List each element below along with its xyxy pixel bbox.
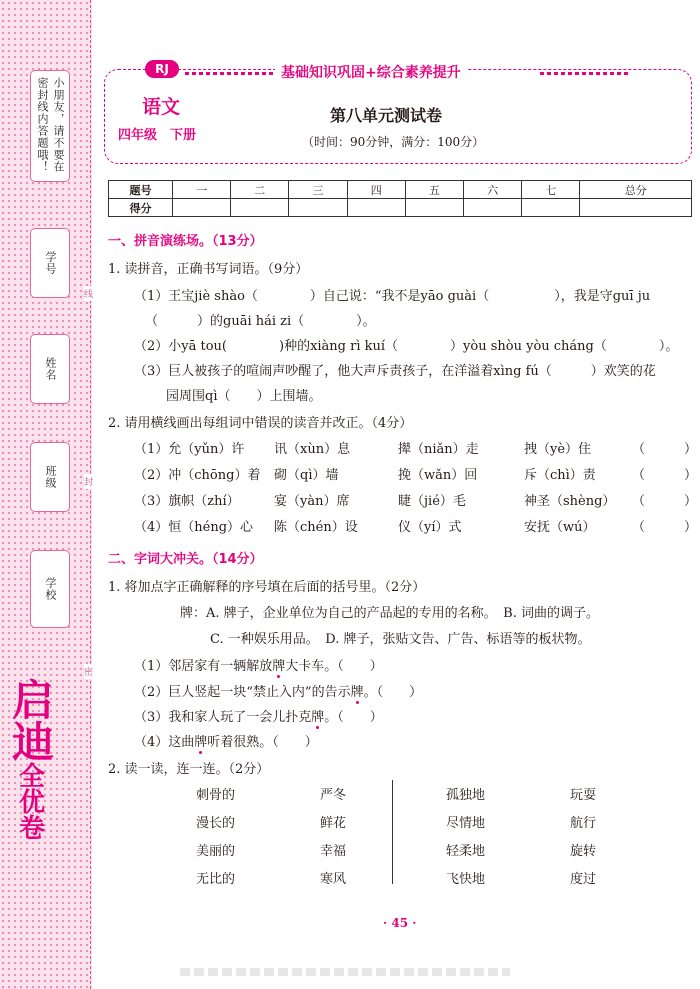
dotted-char: 牌 [350, 685, 364, 700]
q2-word: （2）冲（chōng）着 [134, 468, 261, 483]
banner-decoration-right [540, 72, 630, 75]
match-word[interactable]: 旋转 [570, 844, 597, 859]
score-input-cell[interactable] [231, 199, 289, 217]
q2-word: 睫（jié）毛 [398, 494, 466, 509]
item-text: 。（ ） [363, 685, 423, 700]
subject-title: 语文 [142, 96, 181, 118]
q2-word: （4）恒（héng）心 [134, 520, 254, 535]
field-label: 学校 [44, 577, 57, 601]
q2-word: （3）旗帜（zhí） [134, 494, 240, 509]
q2-word: 神圣（shèng） [524, 494, 616, 509]
table-cell: 题号 [109, 181, 173, 199]
q2-word: （1）允（yǔn）许 [134, 442, 245, 457]
item-text: 。（ ） [324, 710, 383, 725]
score-input-cell[interactable] [173, 199, 231, 217]
dotted-char: 牌 [194, 735, 208, 750]
s1-q2: 2. 请用横线画出每组词中错误的读音并改正。（4分） [108, 416, 413, 431]
field-label: 学号 [44, 251, 57, 275]
s2-item-3 [134, 706, 383, 725]
score-input-cell[interactable] [580, 199, 692, 217]
s1-q1-line2: （ ）的guāi hái zi（ ）。 [145, 314, 376, 329]
cut-word-mi: 密 [84, 664, 93, 679]
page-number: · 45 · [383, 916, 417, 930]
table-cell: 五 [405, 181, 463, 199]
match-word[interactable]: 飞快地 [446, 872, 486, 887]
q2-word: 砌（qì）墙 [274, 468, 339, 483]
s1-q1: 1. 读拼音，正确书写词语。（9分） [108, 262, 309, 277]
column-divider [392, 780, 393, 884]
q2-word: 拽（yè）住 [524, 442, 592, 457]
score-input-cell[interactable] [522, 199, 580, 217]
item-text: （3）我和家人玩了一会儿扑克 [134, 710, 312, 725]
s2-item-4 [134, 731, 318, 750]
cut-word-feng: 封 [84, 474, 93, 489]
q2-answer[interactable]: （ ） [632, 494, 698, 509]
page-title: 第八单元测试卷 [330, 106, 443, 125]
field-name[interactable] [30, 334, 70, 404]
match-word[interactable]: 幸福 [320, 844, 347, 859]
table-cell: 一 [173, 181, 231, 199]
dotted-char: 牌 [311, 710, 325, 725]
brand-sub: 全优卷 [14, 762, 45, 840]
time-note: （时间：90分钟，满分：100分） [302, 135, 485, 149]
match-word[interactable]: 寒风 [320, 872, 347, 887]
q2-answer[interactable]: （ ） [632, 520, 698, 535]
q2-word: 安抚（wú） [524, 520, 596, 535]
score-table [108, 180, 692, 217]
table-cell: 总分 [580, 181, 692, 199]
table-cell: 三 [289, 181, 347, 199]
seal-line [90, 0, 91, 989]
banner-title: 基础知识巩固+综合素养提升 [275, 62, 467, 82]
match-word[interactable]: 尽情地 [446, 816, 486, 831]
warning-box [30, 70, 70, 182]
edition-badge: RJ [145, 60, 179, 78]
s1-q1-line1: （1）王宝jiè shào（ ）自己说：“我不是yāo guài（ ），我是守guī ju [134, 289, 651, 304]
score-input-cell[interactable] [347, 199, 405, 217]
q2-answer[interactable]: （ ） [632, 442, 698, 457]
item-text: （4）这曲 [134, 735, 195, 750]
item-text: 大卡车。（ ） [285, 659, 383, 674]
table-cell: 四 [347, 181, 405, 199]
s2-q2: 2. 读一读，连一连。（2分） [108, 762, 270, 777]
s1-q1-line3: （2）小yā tou( )种的xiàng rì kuí（ ）yòu shòu yòu cháng（ ）。 [134, 339, 679, 354]
q2-word: 斥（chì）责 [524, 468, 596, 483]
grade-label: 四年级 下册 [118, 128, 197, 143]
footer-faint-text [180, 968, 510, 976]
match-word[interactable]: 玩耍 [570, 788, 597, 803]
score-input-cell[interactable] [405, 199, 463, 217]
section-1-heading: 一、拼音演练场。（13分） [108, 234, 263, 249]
q2-word: 讯（xùn）息 [274, 442, 351, 457]
brand-main: 启迪 [6, 678, 55, 762]
q2-word: 挽（wǎn）回 [398, 468, 478, 483]
table-cell: 七 [522, 181, 580, 199]
table-row [109, 181, 692, 199]
cut-word-xian: 线 [84, 286, 93, 301]
match-word[interactable]: 刺骨的 [196, 788, 236, 803]
match-word[interactable]: 轻柔地 [446, 844, 486, 859]
q2-word: 仪（yí）式 [398, 520, 462, 535]
match-word[interactable]: 严冬 [320, 788, 347, 803]
table-cell: 六 [464, 181, 522, 199]
match-word[interactable]: 无比的 [196, 872, 236, 887]
item-text: （2）巨人竖起一块“禁止入内”的告示 [134, 685, 351, 700]
score-input-cell[interactable] [289, 199, 347, 217]
q2-word: 陈（chén）设 [274, 520, 358, 535]
dotted-char: 牌 [272, 659, 286, 674]
brand-logo [6, 678, 55, 978]
item-text: 听着很熟。（ ） [207, 735, 318, 750]
match-word[interactable]: 度过 [570, 872, 597, 887]
field-label: 班级 [44, 465, 57, 489]
field-label: 姓名 [44, 357, 57, 381]
s2-item-2 [134, 681, 422, 700]
section-2-heading: 二、字词大冲关。（14分） [108, 552, 263, 567]
match-word[interactable]: 鲜花 [320, 816, 347, 831]
q2-word: 宴（yàn）席 [274, 494, 350, 509]
s2-q1: 1. 将加点字正确解释的序号填在后面的括号里。（2分） [108, 580, 426, 595]
field-student-number[interactable] [30, 228, 70, 298]
field-school[interactable] [30, 550, 70, 628]
q2-answer[interactable]: （ ） [632, 468, 698, 483]
match-word[interactable]: 孤独地 [446, 788, 486, 803]
score-input-cell[interactable] [464, 199, 522, 217]
q2-word: 撵（niǎn）走 [398, 442, 479, 457]
table-row [109, 199, 692, 217]
banner-decoration-left [185, 72, 275, 75]
table-cell: 二 [231, 181, 289, 199]
match-word[interactable]: 航行 [570, 816, 597, 831]
s2-def1: 牌：A. 牌子，企业单位为自己的产品起的专用的名称。 B. 词曲的调子。 [180, 606, 599, 621]
s2-item-1 [134, 655, 383, 674]
s1-q1-line4: （3）巨人被孩子的喧闹声吵醒了，他大声斥责孩子，在洋溢着xìng fú（ ）欢笑的花 [134, 364, 656, 379]
s1-q1-line5: 园周围qì（ ）上围墙。 [166, 389, 322, 404]
match-word[interactable]: 美丽的 [196, 844, 236, 859]
item-text: （1）邻居家有一辆解放 [134, 659, 273, 674]
table-cell: 得分 [109, 199, 173, 217]
field-class[interactable] [30, 442, 70, 512]
s2-def2: C. 一种娱乐用品。 D. 牌子，张贴文告、广告、标语等的板状物。 [210, 632, 591, 647]
match-word[interactable]: 漫长的 [196, 816, 236, 831]
warning-text: 小朋友，请不要在密封线内答题哦！ [36, 77, 65, 173]
